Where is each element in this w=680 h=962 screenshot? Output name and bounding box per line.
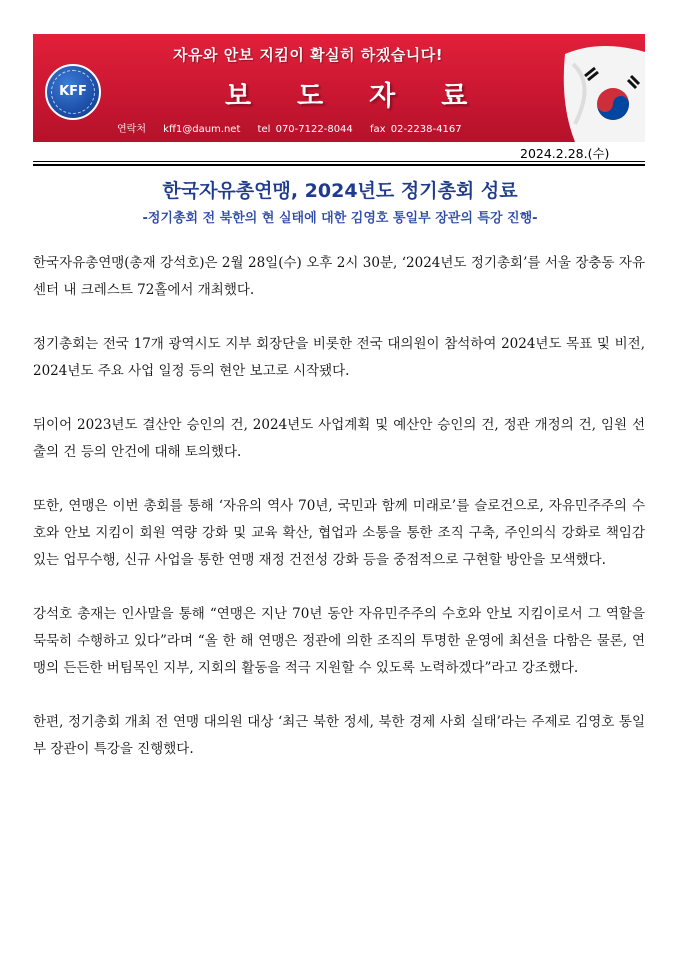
paragraph: 또한, 연맹은 이번 총회를 통해 ‘자유의 역사 70년, 국민과 함께 미래로’를 슬로건으로, 자유민주주의 수호와 안보 지킴이 회원 역량 강화 및 교육 확산, 협업과 소통을 통한 조직 구축, 주인의식 강화로 책임감 있는 업무수행, 신규 사업을 통한 연맹 재정 건전성 강화 등을 중점적으로 구현할 방안을 모색했다. bbox=[33, 498, 645, 568]
banner-title: 보도자료 bbox=[225, 81, 514, 112]
headline: 한국자유총연맹, 2024년도 정기총회 성료 bbox=[162, 180, 518, 202]
paragraph: 한편, 정기총회 개최 전 연맹 대의원 대상 ‘최근 북한 정세, 북한 경제 사회 실태’라는 주제로 김영호 통일부 장관이 특강을 진행했다. bbox=[33, 714, 645, 757]
paragraph: 한국자유총연맹(총재 강석호)은 2월 28일(수) 오후 2시 30분, ‘2024년도 정기총회’를 서울 장충동 자유센터 내 크레스트 72홀에서 개최했다. bbox=[33, 255, 645, 298]
kff-logo bbox=[45, 64, 101, 120]
banner-contact bbox=[117, 120, 474, 135]
banner-slogan: 자유와 안보 지킴이 확실히 하겠습니다! bbox=[173, 46, 444, 64]
release-date: 2024.2.28.(수) bbox=[520, 146, 610, 161]
korean-flag-icon bbox=[555, 34, 645, 142]
contact-tel: tel 070-7122-8044 bbox=[257, 124, 353, 135]
press-release-banner bbox=[33, 34, 645, 142]
logo-text: KFF bbox=[59, 84, 87, 99]
subheadline: -정기총회 전 북한의 현 실태에 대한 김영호 통일부 장관의 특강 진행- bbox=[142, 211, 538, 226]
article-body bbox=[33, 250, 645, 790]
paragraph: 뒤이어 2023년도 결산안 승인의 건, 2024년도 사업계획 및 예산안 승인의 건, 정관 개정의 건, 임원 선출의 건 등의 안건에 대해 토의했다. bbox=[33, 417, 645, 460]
paragraph: 정기총회는 전국 17개 광역시도 지부 회장단을 비롯한 전국 대의원이 참석하여 2024년도 목표 및 비전, 2024년도 주요 사업 일정 등의 현안 보고로 시작됐다. bbox=[33, 336, 645, 379]
header-divider bbox=[33, 161, 645, 162]
contact-email: kff1@daum.net bbox=[163, 124, 241, 135]
contact-label: 연락처 bbox=[117, 124, 146, 135]
contact-fax: fax 02-2238-4167 bbox=[369, 124, 462, 135]
paragraph: 강석호 총재는 인사말을 통해 “연맹은 지난 70년 동안 자유민주주의 수호와 안보 지킴이로서 그 역할을 묵묵히 수행하고 있다”라며 “올 한 해 연맹은 정관에 의한 조직의 투명한 운영에 최선을 다함은 물론, 연맹의 든든한 버팀목인 지부, 지회의 활동을 적극 지원할 수 있도록 노력하겠다”라고 강조했다. bbox=[33, 606, 645, 676]
header-divider-thick bbox=[33, 164, 645, 166]
